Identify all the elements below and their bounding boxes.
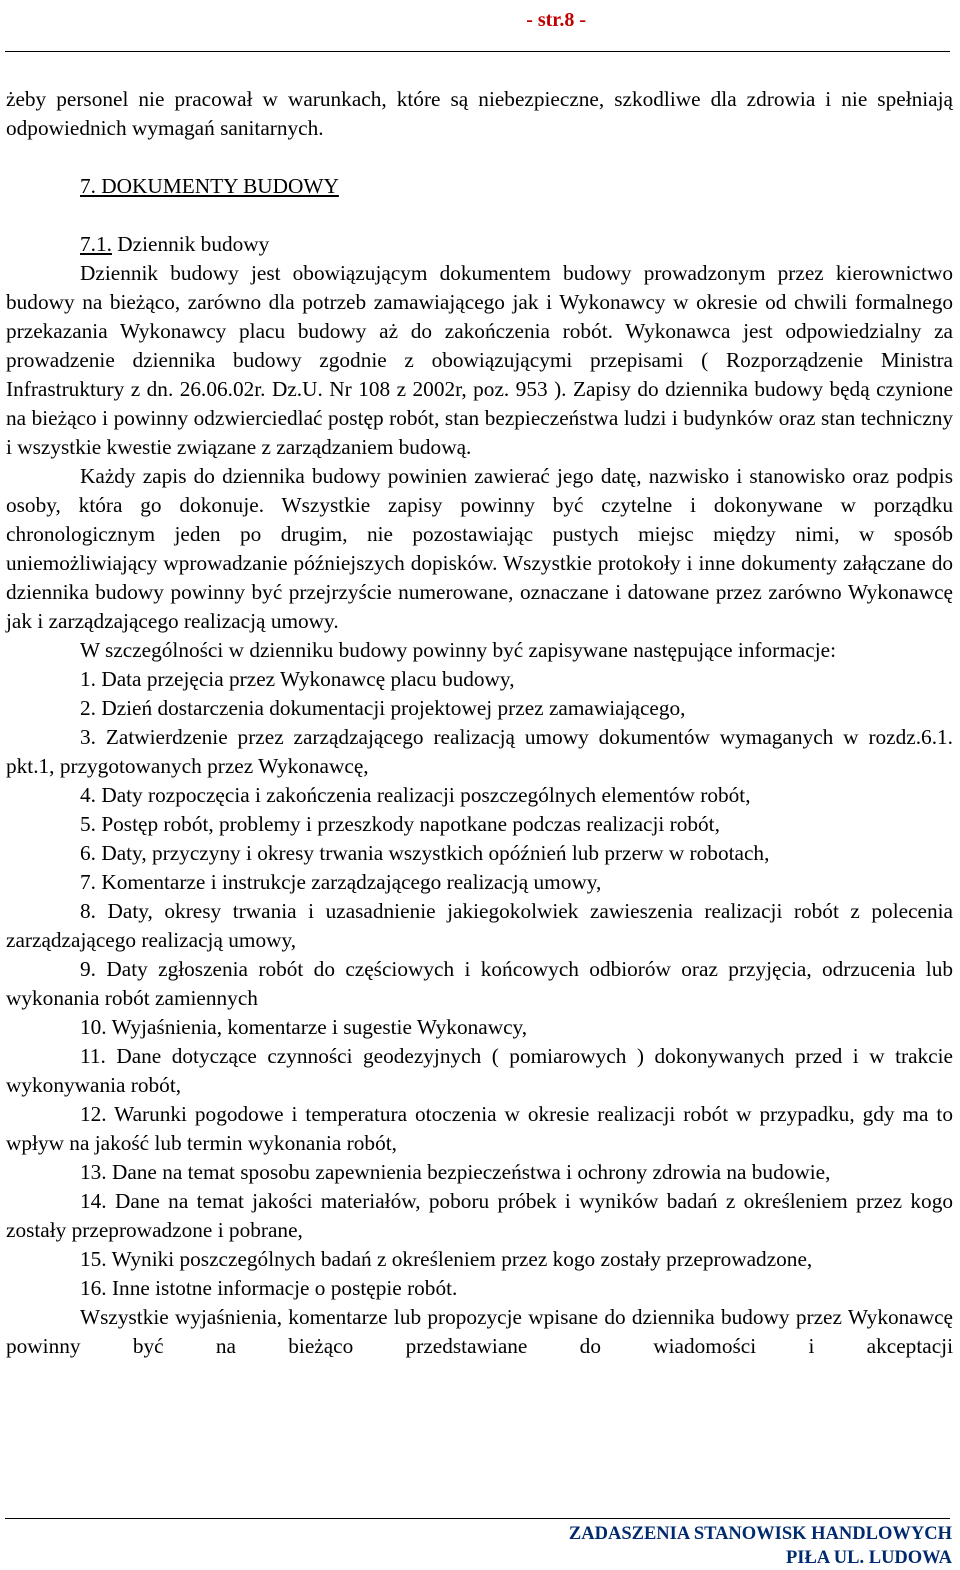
list-item-number: 5. <box>80 812 96 836</box>
list-item <box>6 1042 953 1100</box>
list-item <box>6 723 953 781</box>
list-item <box>6 781 953 810</box>
list-item-text: Dzień dostarczenia dokumentacji projektowej przez zamawiającego, <box>101 696 686 720</box>
list-item-text: Postęp robót, problemy i przeszkody napotkane podczas realizacji robót, <box>101 812 720 836</box>
subsection-number: 7.1. <box>80 232 112 256</box>
list-item-text: Komentarze i instrukcje zarządzającego realizacją umowy, <box>101 870 602 894</box>
information-list <box>6 665 953 1303</box>
list-item-text: Dane na temat jakości materiałów, poboru próbek i wyników badań z określeniem przez kogo zostały przeprowadzone i pobrane, <box>6 1189 953 1242</box>
list-item <box>6 897 953 955</box>
subsection-heading <box>6 230 953 259</box>
list-item <box>6 1158 953 1187</box>
list-item-number: 4. <box>80 783 96 807</box>
list-item-number: 11. <box>80 1044 106 1068</box>
list-item-number: 10. <box>80 1015 107 1039</box>
list-item-number: 9. <box>80 957 96 981</box>
list-item <box>6 839 953 868</box>
list-item-number: 14. <box>80 1189 107 1213</box>
list-item-text: Data przejęcia przez Wykonawcę placu budowy, <box>101 667 515 691</box>
paragraph-final: Wszystkie wyjaśnienia, komentarze lub propozycje wpisane do dziennika budowy przez Wykonawcę powinny być na bieżąco przedstawiane do wiadomości i akceptacji <box>6 1305 953 1358</box>
list-item-number: 15. <box>80 1247 107 1271</box>
list-item-number: 1. <box>80 667 96 691</box>
list-item-number: 7. <box>80 870 96 894</box>
paragraph-zapis-rules: Każdy zapis do dziennika budowy powinien zawierać jego datę, nazwisko i stanowisko oraz podpis osoby, która go dokonuje. Wszystkie zapisy powinny być czytelne i dokonywane w porządku chronologicznym jeden po drugim, nie pozostawiając pustych miejsc między nimi, w sposób uniemożliwiający wprowadzanie późniejszych dopisków. Wszystkie protokoły i inne dokumenty załączane do dziennika budowy powinny być przejrzyście numerowane, oznaczane i datowane przez zarówno Wykonawcę jak i zarządzającego realizacją umowy. <box>6 464 953 633</box>
list-item-text: Dane na temat sposobu zapewnienia bezpieczeństwa i ochrony zdrowia na budowie, <box>111 1160 831 1184</box>
footer <box>569 1522 952 1570</box>
list-item-number: 8. <box>80 899 96 923</box>
document-body <box>6 85 953 1361</box>
list-item-text: Daty, przyczyny i okresy trwania wszystkich opóźnień lub przerw w robotach, <box>101 841 770 865</box>
list-item-number: 6. <box>80 841 96 865</box>
list-item <box>6 1100 953 1158</box>
footer-location: PIŁA UL. LUDOWA <box>785 1548 952 1568</box>
list-item-text: Inne istotne informacje o postępie robót. <box>111 1276 458 1300</box>
footer-divider <box>5 1518 950 1519</box>
list-item-text: Warunki pogodowe i temperatura otoczenia w okresie realizacji robót w przypadku, gdy ma to wpływ na jakość lub termin wykonania robót, <box>6 1102 953 1155</box>
footer-project-name: ZADASZENIA STANOWISK HANDLOWYCH <box>568 1524 952 1544</box>
list-item-number: 12. <box>80 1102 107 1126</box>
list-item-text: Dane dotyczące czynności geodezyjnych ( pomiarowych ) dokonywanych przed i w trakcie wykonywania robót, <box>6 1044 953 1097</box>
list-item-text: Daty, okresy trwania i uzasadnienie jakiegokolwiek zawieszenia realizacji robót z polecenia zarządzającego realizacją umowy, <box>6 899 953 952</box>
paragraph-information-intro: W szczególności w dzienniku budowy powinny być zapisywane następujące informacje: <box>80 638 836 662</box>
list-item-text: Wyniki poszczególnych badań z określeniem przez kogo zostały przeprowadzone, <box>111 1247 813 1271</box>
header-divider <box>5 51 950 52</box>
list-item-number: 3. <box>80 725 96 749</box>
list-item-number: 13. <box>80 1160 107 1184</box>
list-item-number: 2. <box>80 696 96 720</box>
list-item <box>6 1013 953 1042</box>
list-item-text: Wyjaśnienia, komentarze i sugestie Wykonawcy, <box>111 1015 528 1039</box>
section-heading <box>6 172 953 201</box>
list-item-text: Zatwierdzenie przez zarządzającego realizacją umowy dokumentów wymaganych w rozdz.6.1. pkt.1, przygotowanych przez Wykonawcę, <box>6 725 954 778</box>
section-heading-text: 7. DOKUMENTY BUDOWY <box>80 174 339 198</box>
list-item <box>6 1245 953 1274</box>
intro-paragraph: żeby personel nie pracował w warunkach, które są niebezpieczne, szkodliwe dla zdrowia i nie spełniają odpowiednich wymagań sanitarnych. <box>6 87 953 140</box>
list-item <box>6 955 953 1013</box>
list-item-text: Daty rozpoczęcia i zakończenia realizacji poszczególnych elementów robót, <box>101 783 751 807</box>
list-item <box>6 665 953 694</box>
list-item <box>6 694 953 723</box>
subsection-title: Dziennik budowy <box>117 232 270 256</box>
list-item <box>6 1187 953 1245</box>
page-number: - str.8 - <box>526 9 586 31</box>
list-item <box>6 868 953 897</box>
list-item <box>6 810 953 839</box>
list-item-number: 16. <box>80 1276 107 1300</box>
list-item-text: Daty zgłoszenia robót do częściowych i końcowych odbiorów oraz przyjęcia, odrzucenia lub wykonania robót zamiennych <box>6 957 953 1010</box>
paragraph-dziennik-intro: Dziennik budowy jest obowiązującym dokumentem budowy prowadzonym przez kierownictwo budowy na bieżąco, zarówno dla potrzeb zamawiającego jak i Wykonawcy w okresie od chwili formalnego przekazania Wykonawcy placu budowy aż do zakończenia robót. Wykonawca jest odpowiedzialny za prowadzenie dziennika budowy zgodnie z obowiązującymi przepisami ( Rozporządzenie Ministra Infrastruktury z dn. 26.06.02r. Dz.U. Nr 108 z 2002r, poz. 953 ). Zapisy do dziennika budowy będą czynione na bieżąco i powinny odzwierciedlać postęp robót, stan bezpieczeństwa ludzi i budynków oraz stan techniczny i wszystkie kwestie związane z zarządzaniem budową. <box>6 261 953 459</box>
list-item <box>6 1274 953 1303</box>
